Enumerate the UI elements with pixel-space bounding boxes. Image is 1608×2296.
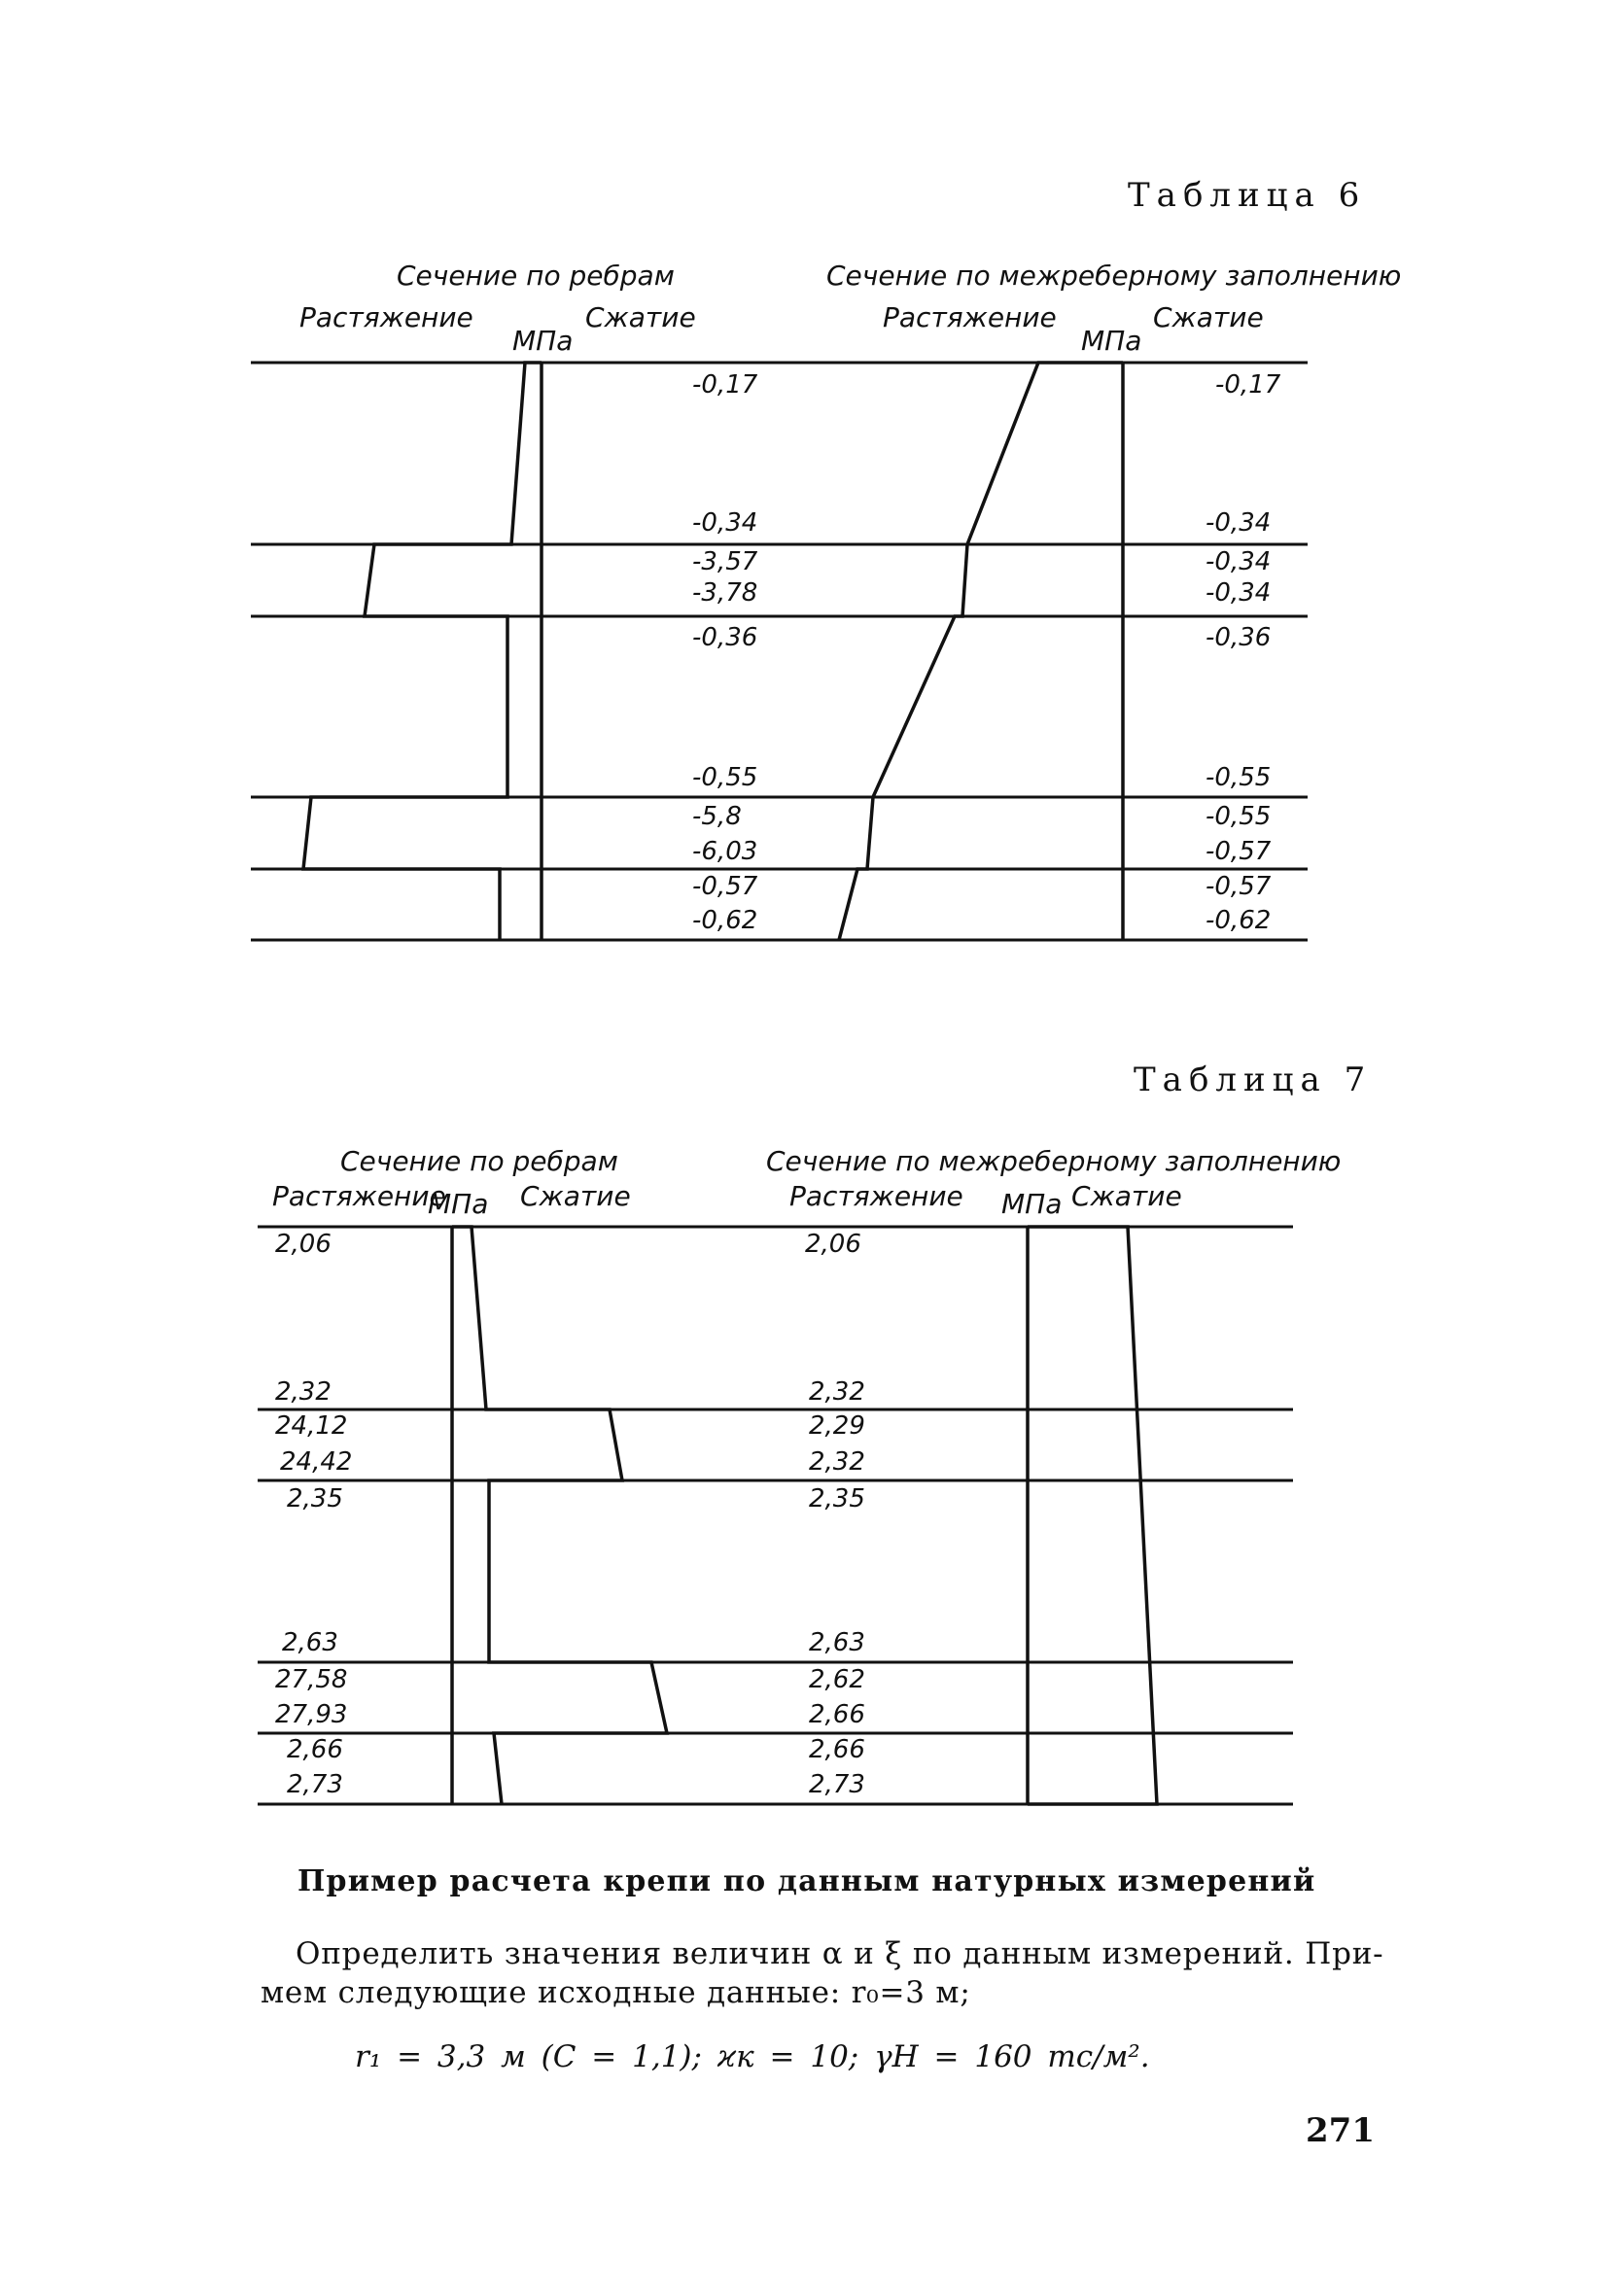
example-formula: r₁ = 3,3 м (C = 1,1); ϰк = 10; γH = 160 тс/м². — [355, 2039, 1150, 2074]
t7-right-compression-label: Сжатие — [1071, 1180, 1182, 1212]
table-7 — [258, 1061, 1372, 1804]
t6-right-value: -0,57 — [1206, 872, 1272, 901]
t6-left-value: -0,57 — [692, 872, 758, 901]
t7-right-value: 2,32 — [809, 1377, 865, 1407]
t7-left-values — [275, 1230, 352, 1799]
t7-right-value: 2,66 — [809, 1735, 865, 1764]
example-heading: Пример расчета крепи по данным натурных измерений — [297, 1864, 1316, 1898]
t7-right-value: 2,29 — [809, 1411, 865, 1441]
t6-right-value: -0,55 — [1206, 802, 1272, 831]
t6-left-value: -6,03 — [692, 837, 758, 866]
t7-left-value: 2,73 — [287, 1770, 343, 1799]
t7-right-value: 2,62 — [809, 1665, 865, 1694]
t7-right-value: 2,63 — [809, 1628, 865, 1657]
t7-rules — [258, 1227, 1293, 1804]
t6-right-value: -0,55 — [1206, 763, 1272, 792]
example-paragraph-line-2: мем следующие исходные данные: r₀=3 м; — [261, 1975, 971, 2010]
t6-left-value: -5,8 — [692, 802, 742, 831]
t7-right-value: 2,35 — [809, 1484, 865, 1513]
t6-right-tension-label: Растяжение — [883, 301, 1057, 333]
t6-right-unit-label: МПа — [1081, 325, 1142, 357]
t6-right-value: -0,17 — [1215, 370, 1281, 400]
t7-right-value: 2,66 — [809, 1700, 865, 1729]
t7-right-values — [805, 1230, 865, 1799]
t6-left-value: -0,62 — [692, 906, 758, 935]
t7-left-section-header: Сечение по ребрам — [340, 1145, 618, 1177]
t7-left-tension-label: Растяжение — [272, 1180, 446, 1212]
t7-right-section-header: Сечение по межреберному заполнению — [766, 1145, 1342, 1177]
t6-left-value: -0,36 — [692, 623, 758, 652]
t6-right-value: -0,34 — [1206, 547, 1272, 576]
t7-right-tension-label: Растяжение — [789, 1180, 963, 1212]
t7-left-value: 24,12 — [275, 1411, 348, 1441]
t6-left-value: -3,78 — [692, 578, 758, 608]
t7-left-compression-label: Сжатие — [520, 1180, 631, 1212]
t6-left-value: -0,55 — [692, 763, 758, 792]
t6-rules — [251, 363, 1308, 940]
t6-left-compression-label: Сжатие — [585, 301, 696, 333]
t6-left-unit-label: МПа — [512, 325, 574, 357]
t7-right-stress-curve — [1028, 1227, 1157, 1804]
t6-right-section-header: Сечение по межреберному заполнению — [826, 260, 1402, 292]
t7-left-unit-label: МПа — [428, 1188, 489, 1220]
t6-right-value: -0,57 — [1206, 837, 1272, 866]
example-paragraph-line-1: Определить значения величин α и ξ по данным измерений. При- — [296, 1936, 1384, 1971]
t6-left-value: -3,57 — [692, 547, 758, 576]
t7-left-value: 2,35 — [287, 1484, 343, 1513]
t6-right-value: -0,36 — [1206, 623, 1272, 652]
t7-left-value: 24,42 — [280, 1447, 353, 1477]
t6-right-value: -0,62 — [1206, 906, 1272, 935]
t7-right-value: 2,06 — [805, 1230, 861, 1259]
t6-right-diagram — [839, 363, 1123, 940]
table-6 — [251, 176, 1401, 940]
t6-left-section-header: Сечение по ребрам — [397, 260, 675, 292]
t7-left-value: 2,63 — [282, 1628, 338, 1657]
t7-left-stress-curve — [452, 1227, 667, 1804]
t6-right-compression-label: Сжатие — [1153, 301, 1264, 333]
t7-left-value: 27,58 — [275, 1665, 348, 1694]
t7-left-value: 2,32 — [275, 1377, 332, 1407]
t6-left-value: -0,17 — [692, 370, 758, 400]
page-number: 271 — [1306, 2111, 1375, 2150]
t7-left-diagram — [452, 1227, 667, 1804]
table-7-title: Таблица 7 — [1134, 1061, 1373, 1099]
t6-right-values — [1206, 370, 1281, 935]
t6-left-values — [692, 370, 758, 935]
t6-left-value: -0,34 — [692, 508, 758, 538]
t7-right-diagram — [1028, 1227, 1157, 1804]
table-6-title: Таблица 6 — [1128, 176, 1367, 215]
t6-right-value: -0,34 — [1206, 578, 1272, 608]
t7-left-value: 2,66 — [287, 1735, 343, 1764]
t6-left-diagram — [303, 363, 542, 940]
t7-right-value: 2,73 — [809, 1770, 865, 1799]
t6-left-tension-label: Растяжение — [299, 301, 473, 333]
t6-right-value: -0,34 — [1206, 508, 1272, 538]
t7-left-value: 27,93 — [275, 1700, 348, 1729]
t6-left-stress-curve — [303, 363, 542, 940]
t7-left-value: 2,06 — [275, 1230, 332, 1259]
t7-right-value: 2,32 — [809, 1447, 865, 1477]
t6-right-stress-curve — [839, 363, 1123, 940]
t7-right-unit-label: МПа — [1001, 1188, 1063, 1220]
